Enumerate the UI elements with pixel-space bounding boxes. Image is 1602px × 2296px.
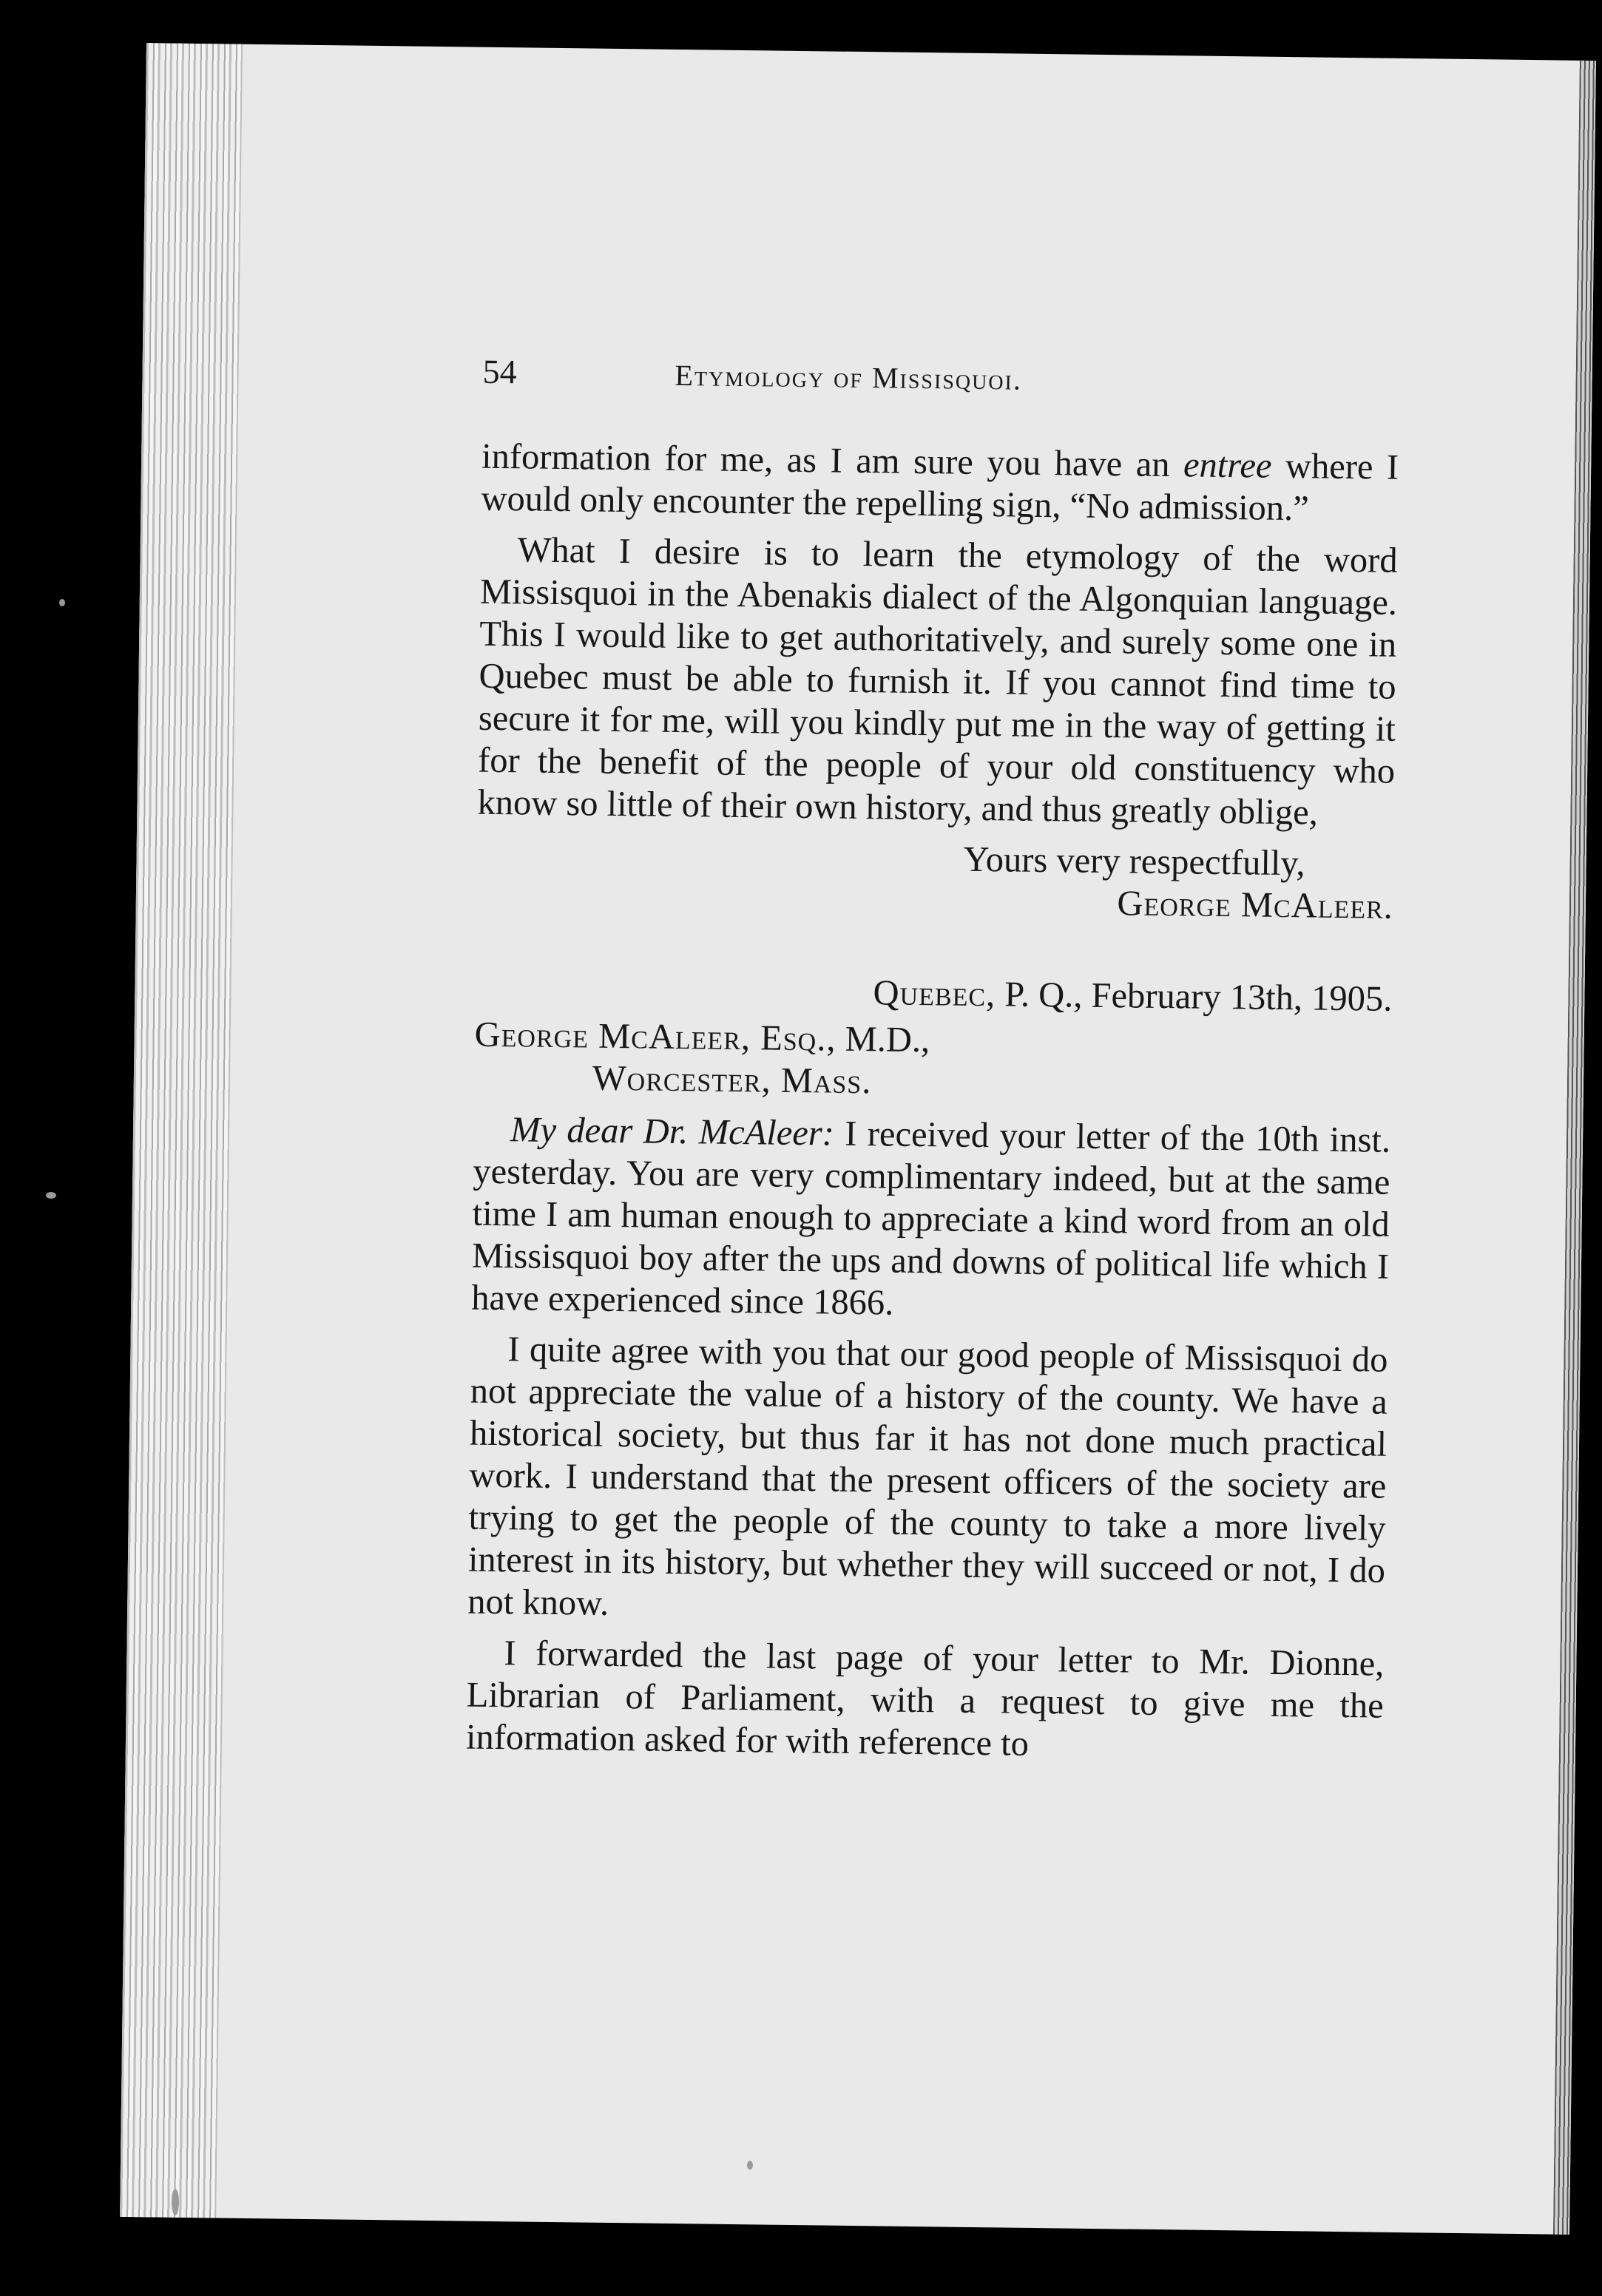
- letter2-p1-text: I received your letter of the 10th inst. yesterday. You are very complimentary indeed, but at the same time I am human enough to appreciate a kind word from an old Missisquoi boy after the ups and downs of political life which I have experienced since 1866.: [471, 1114, 1391, 1323]
- letter2-dateline: [475, 967, 1393, 1020]
- page-number: 54: [482, 352, 517, 391]
- running-title: Etymology of Missisquoi.: [675, 358, 1023, 396]
- letter2-paragraph-3: I forwarded the last page of your letter to Mr. Dionne, Librarian of Parliament, with a request to give me the information asked for with reference to: [465, 1633, 1385, 1764]
- scan-speck: [747, 2161, 753, 2170]
- book-page: [120, 43, 1596, 2235]
- addressee-title: M.D.,: [836, 1019, 930, 1060]
- letter1-p1-text-b: where I would only encounter the repelling sign, “No admission.”: [481, 446, 1399, 529]
- letter2-date-rest: P. Q., February 13th, 1905.: [995, 975, 1393, 1019]
- letter2-paragraph-1: [471, 1108, 1390, 1330]
- letter1-closing-block: [476, 833, 1394, 928]
- page-right-edge: [1553, 61, 1596, 2235]
- addressee-place: Worcester, Mass.: [592, 1058, 872, 1102]
- letter1-signature: George McAleer.: [1117, 884, 1394, 927]
- letter1-p1-text-a: information for me, as I am sure you have an: [481, 436, 1184, 485]
- scan-speck: [46, 1192, 56, 1199]
- scan-speck: [59, 599, 65, 606]
- addressee-name: George McAleer, Esq.,: [474, 1015, 837, 1059]
- scan-speck: [172, 2189, 179, 2215]
- letter2-salutation: My dear Dr. McAleer:: [510, 1110, 835, 1154]
- page-content: [466, 351, 1400, 1778]
- letter1-closing: Yours very respectfully,: [963, 839, 1305, 884]
- letter2-addressee: [474, 1014, 1392, 1109]
- running-header: [482, 351, 1400, 405]
- letter1-paragraph-1: [481, 436, 1399, 531]
- letter1-paragraph-2: What I desire is to learn the etymology of the word Missisquoi in the Abenakis dialect of the Algonquian language. This I would like to get authoritatively, and surely some one in Quebec must be able to furnish it. If you cannot find time to secure it for me, will you kindly put me in the way of getting it for the benefit of the people of your old constituency who know so little of their own history, and thus greatly oblige,: [477, 530, 1398, 833]
- letter2-date-city: Quebec,: [873, 973, 996, 1015]
- page-edges: [120, 43, 243, 2218]
- letter2-paragraph-2: I quite agree with you that our good people of Missisquoi do not appreciate the value of a history of the county. We have a historical society, but thus far it has not done much practical work. I understand that the present officers of the society are trying to get the people of the county to take a more lively interest in its history, but whether they will succeed or not, I do not know.: [467, 1330, 1388, 1623]
- letter1-p1-italic: entree: [1183, 445, 1272, 486]
